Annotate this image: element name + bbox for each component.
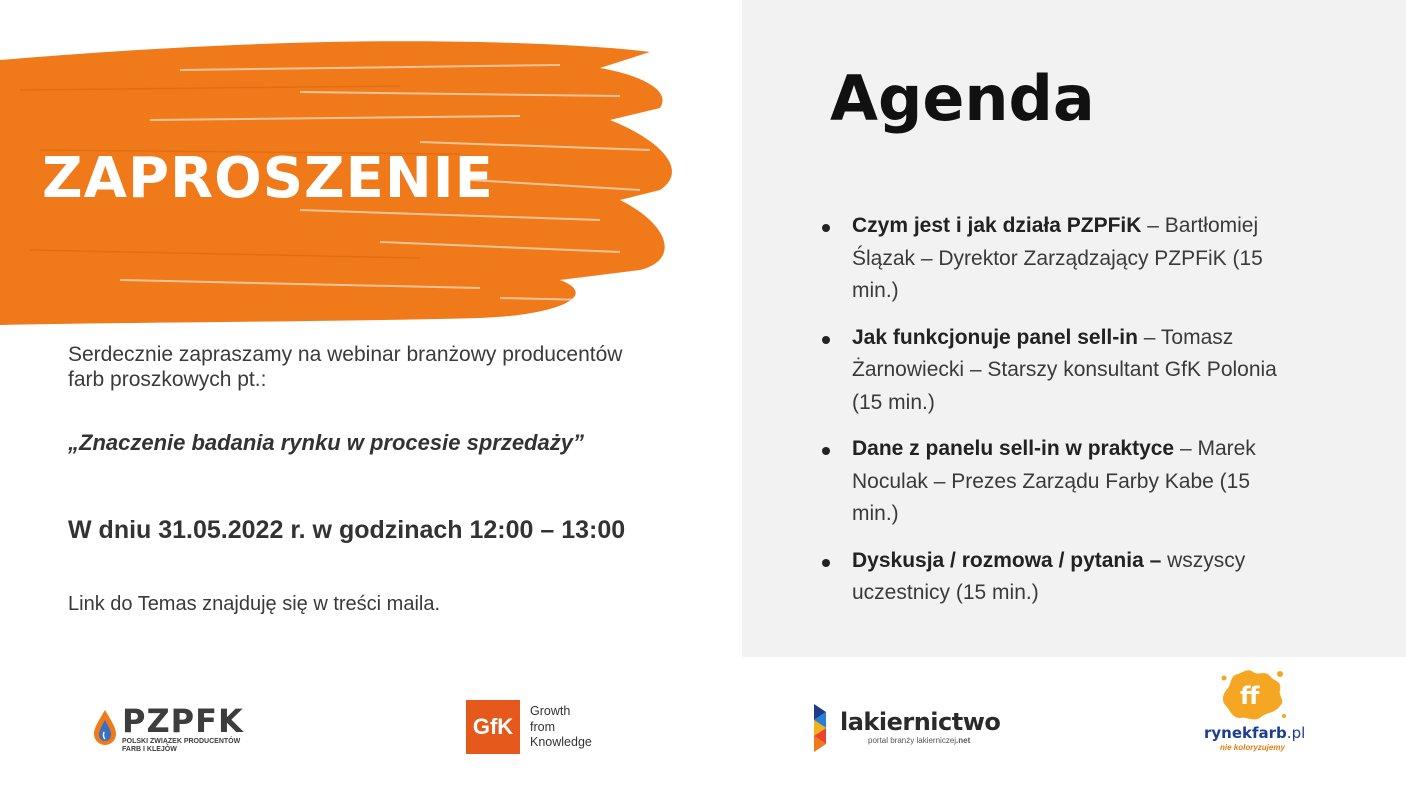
pzpfk-subtitle-2: FARB I KLEJÓW (122, 746, 177, 753)
webinar-date: W dniu 31.05.2022 r. w godzinach 12:00 – 13:00 (68, 516, 626, 544)
rynekfarb-logo (1204, 666, 1314, 766)
color-blocks-icon (812, 702, 834, 754)
agenda-topic: Czym jest i jak działa PZPFiK (852, 214, 1142, 237)
webinar-title: „Znaczenie badania rynku w procesie sprzedaży” (68, 430, 584, 455)
agenda-topic: Jak funkcjonuje panel sell-in (852, 325, 1138, 349)
link-note: Link do Temas znajduję się w treści maila. (68, 593, 441, 615)
pzpfk-logo (92, 704, 252, 754)
intro-text (68, 342, 708, 392)
rynekfarb-wordmark (1204, 724, 1305, 742)
agenda-speaker: – Tomasz Żarnowiecki – Starszy konsultant GfK Polonia (15 min.) (852, 325, 1277, 414)
gfk-logo (466, 700, 616, 756)
lakiernictwo-sub-text: portal branży lakierniczej (868, 736, 957, 745)
agenda-topic: Dyskusja / rozmowa / pytania – (852, 548, 1162, 572)
lakiernictwo-subtitle (868, 736, 970, 745)
intro-line-1: Serdecznie zapraszamy na webinar branżowy producentów (68, 343, 623, 366)
lakiernictwo-logo (812, 702, 1001, 754)
bullet-icon (822, 447, 830, 455)
agenda-item (822, 322, 1302, 420)
gfk-mark: GfK (466, 700, 520, 754)
rynekfarb-badge: ff (1240, 682, 1260, 710)
lakiernictwo-sub-tld: .net (956, 736, 971, 745)
agenda-topic: Dane z panelu sell-in w praktyce (852, 437, 1175, 460)
intro-line-2: farb proszkowych pt.: (68, 368, 267, 391)
agenda-item (822, 545, 1302, 610)
pzpfk-wordmark: PZPFK (122, 702, 244, 740)
gfk-tagline (530, 704, 592, 751)
agenda-item (822, 433, 1302, 531)
rynekfarb-name: rynekfarb (1204, 724, 1287, 742)
rynekfarb-tld: .pl (1286, 724, 1306, 742)
agenda-speaker: wszyscy uczestnicy (15 min.) (852, 548, 1246, 604)
gfk-tag-2: from (530, 719, 555, 734)
gfk-tag-3: Knowledge (530, 735, 592, 749)
agenda-item (822, 210, 1302, 308)
agenda-title: Agenda (830, 62, 1095, 135)
gfk-tag-1: Growth (530, 704, 571, 718)
pzpfk-subtitle-1: POLSKI ZWIĄZEK PRODUCENTÓW (122, 738, 241, 745)
agenda-speaker: – Bartłomiej Ślązak – Dyrektor Zarządzający PZPFiK (15 min.) (852, 214, 1263, 302)
bullet-icon (822, 559, 830, 567)
invitation-heading: ZAPROSZENIE (42, 146, 494, 211)
bullet-icon (822, 224, 830, 232)
agenda-list (822, 210, 1302, 624)
paint-drop-icon (92, 708, 118, 746)
rynekfarb-tagline: nie koloryzujemy (1220, 743, 1285, 752)
agenda-speaker: – Marek Noculak – Prezes Zarządu Farby Kabe (15 min.) (852, 437, 1256, 525)
bullet-icon (822, 336, 830, 344)
lakiernictwo-wordmark: lakiernictwo (840, 708, 1001, 736)
